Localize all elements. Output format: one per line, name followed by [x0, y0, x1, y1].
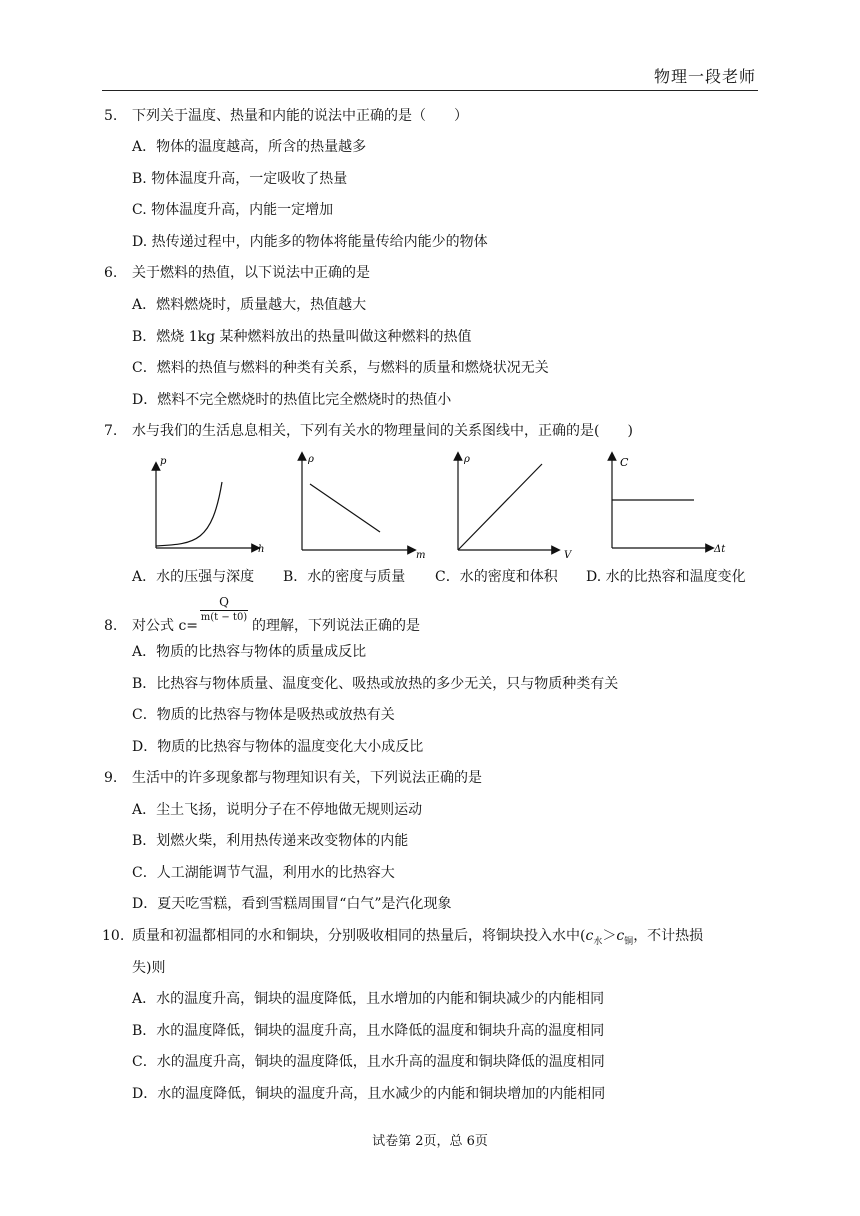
- q5-option-c: C. 物体温度升高，内能一定增加: [132, 202, 334, 218]
- graph-c-caption: C．水的密度和体积: [435, 569, 558, 585]
- graph-c: [448, 448, 578, 560]
- graph-b: [292, 448, 432, 560]
- q9-option-c: C．人工湖能调节气温，利用水的比热容大: [132, 865, 395, 881]
- q10-text-after: ，不计热损: [633, 928, 704, 944]
- q8-option-d: D．物质的比热容与物体的温度变化大小成反比: [132, 739, 424, 755]
- q8-formula-fraction: [199, 594, 249, 625]
- q10-option-c: C．水的温度升高，铜块的温度降低，且水升高的温度和铜块降低的温度相同: [132, 1054, 605, 1070]
- q10-text-line2: 失)则: [132, 960, 166, 976]
- q8-fraction-denominator: m(t − t0): [200, 612, 248, 623]
- page-header: [102, 64, 758, 91]
- q5-option-a: A．物体的温度越高，所含的热量越多: [132, 139, 367, 155]
- q6-option-c: C．燃料的热值与燃料的种类有关系，与燃料的质量和燃烧状况无关: [132, 360, 549, 376]
- graph-a-y-label: p: [160, 456, 167, 467]
- q10-c-copper-sub: 铜: [624, 936, 634, 947]
- graph-d: [602, 450, 742, 560]
- q6-number: 6.: [104, 265, 118, 281]
- q8-number: 8.: [104, 618, 118, 634]
- graph-a-x-label: h: [258, 544, 265, 555]
- q10-c-water: c: [585, 928, 594, 944]
- q8-text-before: 对公式 c=: [132, 618, 199, 634]
- q10-option-b: B．水的温度降低，铜块的温度升高，且水降低的温度和铜块升高的温度相同: [132, 1023, 605, 1039]
- q10-text-line1: [132, 926, 703, 952]
- graph-b-x-label: m: [416, 550, 426, 560]
- q10-greater-than: ＞: [602, 928, 617, 944]
- graph-b-caption: B．水的密度与质量: [283, 569, 406, 585]
- graph-b-line: [310, 484, 380, 532]
- q9-option-a: A．尘土飞扬，说明分子在不停地做无规则运动: [132, 802, 423, 818]
- q10-c-water-sub: 水: [593, 936, 603, 947]
- q6-option-a: A．燃料燃烧时，质量越大，热值越大: [132, 297, 367, 313]
- q6-text: 关于燃料的热值，以下说法中正确的是: [132, 265, 370, 281]
- q9-option-b: B．划燃火柴，利用热传递来改变物体的内能: [132, 833, 409, 849]
- graph-a-curve: [156, 482, 222, 546]
- q5-text: 下列关于温度、热量和内能的说法中正确的是（ ）: [132, 108, 468, 124]
- graph-d-y-label: C: [620, 456, 629, 469]
- graph-a: [146, 452, 271, 560]
- graph-c-x-label: V: [564, 550, 572, 560]
- graph-d-caption: D. 水的比热容和温度变化: [586, 569, 746, 585]
- q7-text: 水与我们的生活息息相关，下列有关水的物理量间的关系图线中，正确的是( ): [132, 423, 633, 439]
- q5-option-b: B. 物体温度升高，一定吸收了热量: [132, 171, 348, 187]
- graph-a-caption: A．水的压强与深度: [132, 569, 255, 585]
- q9-option-d: D．夏天吃雪糕，看到雪糕周围冒“白气”是汽化现象: [132, 896, 452, 912]
- q5-option-d: D. 热传递过程中，内能多的物体将能量传给内能少的物体: [132, 234, 488, 250]
- q6-option-d: D．燃料不完全燃烧时的热值比完全燃烧时的热值小: [132, 392, 452, 408]
- q10-c-copper: c: [616, 928, 625, 944]
- q8-option-b: B．比热容与物体质量、温度变化、吸热或放热的多少无关，只与物质种类有关: [132, 676, 619, 692]
- q9-number: 9.: [104, 770, 118, 786]
- q10-text-before: 质量和初温都相同的水和铜块，分别吸收相同的热量后，将铜块投入水中(: [132, 928, 586, 944]
- graph-b-y-label: ρ: [308, 454, 314, 465]
- q5-number: 5.: [104, 108, 118, 124]
- q8-text-after: 的理解，下列说法正确的是: [252, 618, 420, 634]
- q7-number: 7.: [104, 423, 118, 439]
- q10-option-a: A．水的温度升高，铜块的温度降低，且水增加的内能和铜块减少的内能相同: [132, 991, 605, 1007]
- q10-number: 10.: [102, 928, 125, 944]
- header-title: 物理一段老师: [653, 67, 756, 86]
- graph-c-line: [458, 464, 542, 550]
- q8-option-c: C．物质的比热容与物体是吸热或放热有关: [132, 707, 395, 723]
- graph-d-x-label: Δt: [714, 544, 726, 555]
- q10-option-d: D．水的温度降低，铜块的温度升高，且水减少的内能和铜块增加的内能相同: [132, 1086, 606, 1102]
- q8-option-a: A．物质的比热容与物体的质量成反比: [132, 644, 367, 660]
- q9-text: 生活中的许多现象都与物理知识有关，下列说法正确的是: [132, 770, 482, 786]
- q8-fraction-numerator: Q: [219, 595, 229, 609]
- page-footer: 试卷第 2页，总 6页: [372, 1134, 488, 1149]
- q6-option-b: B．燃烧 1kg 某种燃料放出的热量叫做这种燃料的热值: [132, 329, 472, 345]
- graph-c-y-label: ρ: [464, 454, 470, 465]
